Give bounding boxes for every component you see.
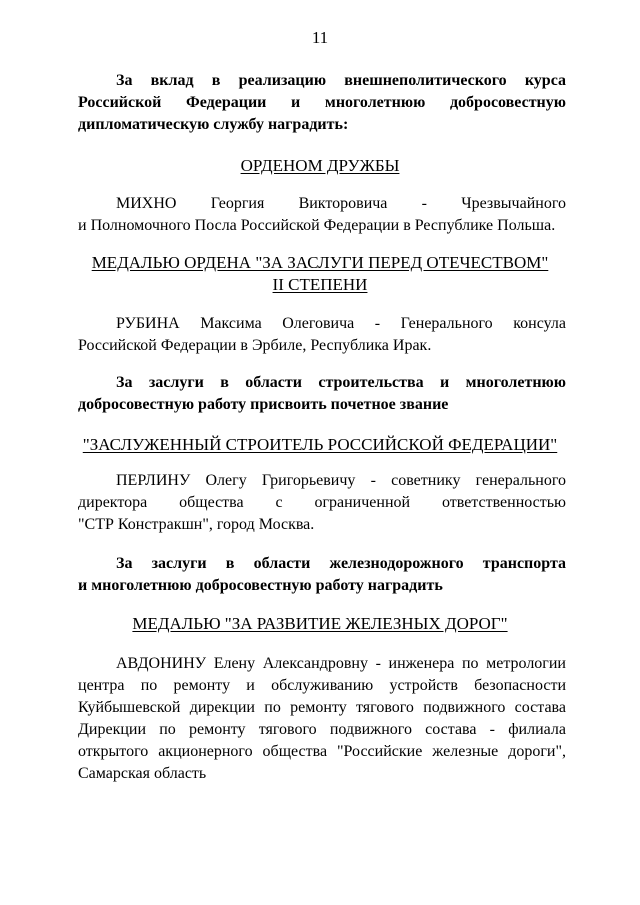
section-intro-railway (78, 553, 566, 597)
recipient-line: Дирекции по ремонту тягового подвижного состава - филиала (78, 721, 566, 738)
award-heading-order-of-friendship (0, 155, 640, 177)
section-intro-construction (78, 372, 566, 416)
award-heading-line: II СТЕПЕНИ (272, 275, 368, 294)
recipient-line: РУБИНА Максима Олеговича - Генерального консула (116, 315, 566, 332)
recipient-line: и Полномочного Посла Российской Федерации в Республике Польша. (78, 217, 556, 234)
recipient-line: Куйбышевской дирекции по ремонту тягового подвижного состава (78, 699, 566, 716)
recipient-rubin (78, 313, 566, 357)
recipient-line: АВДОНИНУ Елену Александровну - инженера по метрологии (116, 655, 566, 672)
intro-line: Российской Федерации и многолетнюю добросовестную (78, 94, 566, 111)
intro-line: и многолетнюю добросовестную работу наградить (78, 577, 443, 594)
recipient-avdonina (78, 653, 566, 785)
recipient-line: "СТР Констракшн", город Москва. (78, 516, 315, 533)
recipient-perlin (78, 470, 566, 536)
recipient-line: директора общества с ограниченной ответственностью (78, 494, 566, 511)
intro-line: За заслуги в области железнодорожного транспорта (116, 555, 566, 572)
award-heading-medal-order-merit (0, 252, 640, 296)
recipient-mikhno (78, 193, 566, 237)
award-heading-line: МЕДАЛЬЮ "ЗА РАЗВИТИЕ ЖЕЛЕЗНЫХ ДОРОГ" (132, 614, 508, 633)
award-heading-honored-builder (0, 434, 640, 456)
intro-line: добросовестную работу присвоить почетное звание (78, 396, 449, 413)
recipient-line: МИХНО Георгия Викторовича - Чрезвычайного (116, 195, 566, 212)
page-number: 11 (311, 28, 329, 47)
section-intro-diplomatic (78, 70, 566, 136)
award-heading-railway-medal (0, 613, 640, 635)
recipient-line: открытого акционерного общества "Российские железные дороги", (78, 743, 566, 760)
intro-line: За вклад в реализацию внешнеполитического курса (116, 72, 566, 89)
intro-line: За заслуги в области строительства и многолетнюю (116, 374, 566, 391)
intro-line: дипломатическую службу наградить: (78, 116, 349, 133)
recipient-line: Российской Федерации в Эрбиле, Республика Ирак. (78, 337, 432, 354)
award-heading-line: ОРДЕНОМ ДРУЖБЫ (240, 156, 400, 175)
recipient-line: ПЕРЛИНУ Олегу Григорьевичу - советнику генерального (116, 472, 566, 489)
recipient-line: Самарская область (78, 765, 207, 782)
recipient-line: центра по ремонту и обслуживанию устройств безопасности (78, 677, 566, 694)
award-heading-line: "ЗАСЛУЖЕННЫЙ СТРОИТЕЛЬ РОССИЙСКОЙ ФЕДЕРАЦИИ" (82, 435, 558, 454)
award-heading-line: МЕДАЛЬЮ ОРДЕНА "ЗА ЗАСЛУГИ ПЕРЕД ОТЕЧЕСТВОМ" (91, 253, 549, 272)
